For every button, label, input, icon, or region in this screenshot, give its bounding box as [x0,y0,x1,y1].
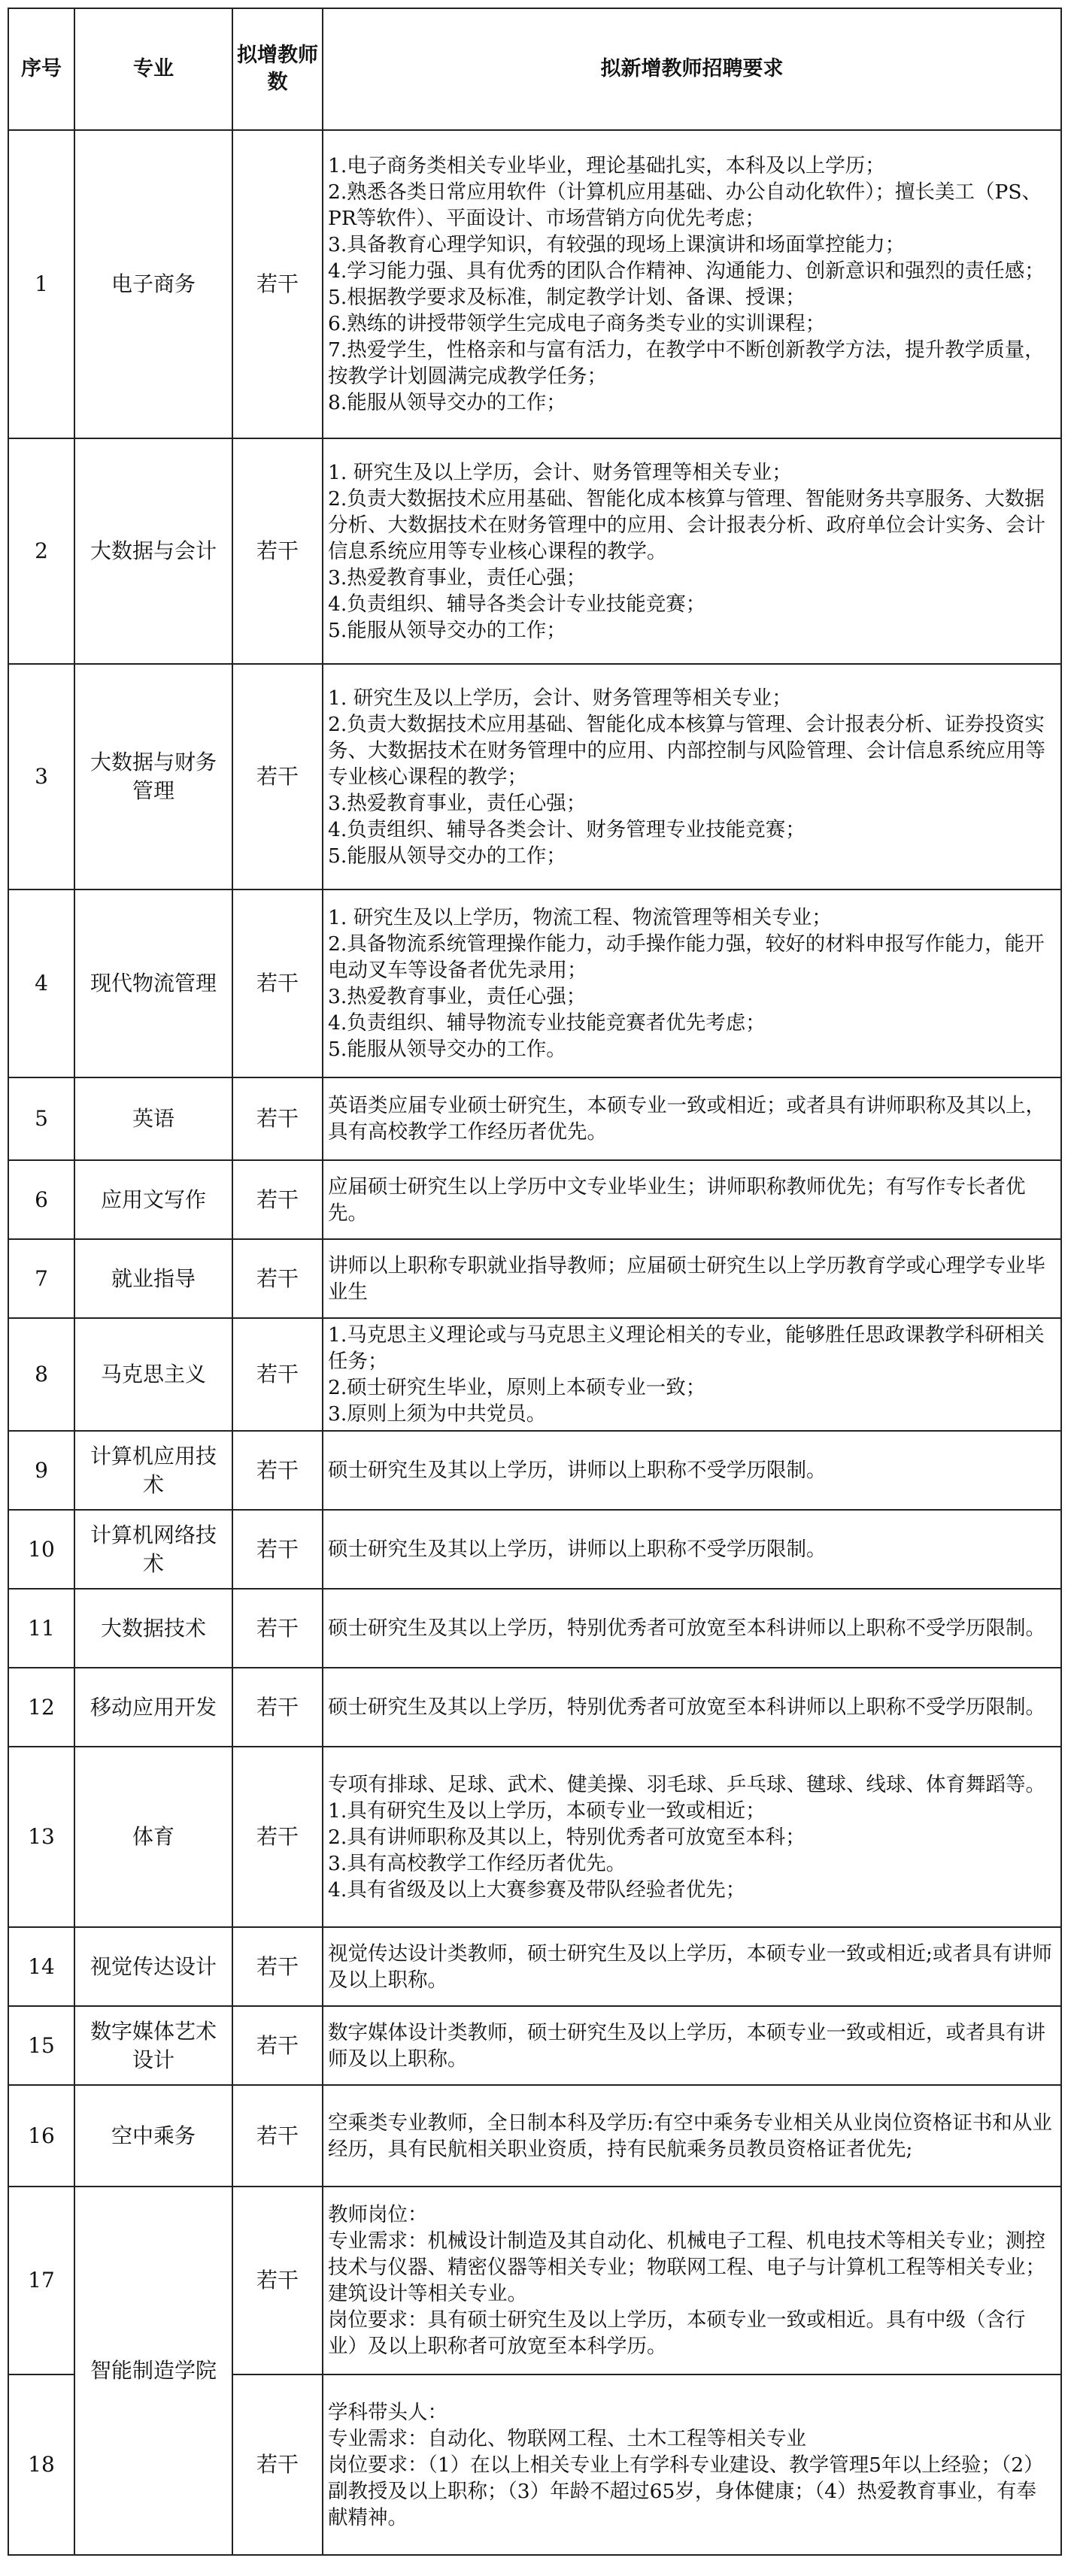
row-number: 3 [8,664,74,889]
requirement-line: 6.熟练的讲授带领学生完成电子商务类专业的实训课程； [328,312,826,335]
requirement-line: 学科带头人： [328,2400,448,2424]
requirement-line: 岗位要求：（1）在以上相关专业上有学科专业建设、教学管理5年以上经验；（2）副教授及以上职称；（3）年龄不超过65岁，身体健康；（4）热爱教育事业，有奉献精神。 [328,2453,1044,2529]
row-number: 1 [8,130,74,438]
row-count: 若干 [232,2006,323,2085]
row-requirements [323,664,1061,889]
row-major: 大数据技术 [74,1589,232,1668]
row-major: 智能制造学院 [74,2187,232,2555]
row-requirements [323,1927,1061,2006]
row-requirements [323,1589,1061,1668]
row-number: 10 [8,1510,74,1589]
row-count: 若干 [232,2187,323,2374]
requirement-line: 3.原则上须为中共党员。 [328,1402,547,1426]
row-number: 6 [8,1160,74,1239]
header-requirements: 拟新增教师招聘要求 [323,8,1061,130]
row-major: 体育 [74,1747,232,1927]
recruitment-table [8,8,1062,2556]
row-count: 若干 [232,1589,323,1668]
header-count: 拟增教师数 [232,8,323,130]
row-major: 视觉传达设计 [74,1927,232,2006]
table-row [8,889,1061,1077]
row-major: 就业指导 [74,1239,232,1318]
requirement-line: 讲师以上职称专职就业指导教师；应届硕士研究生以上学历教育学或心理学专业毕业生 [328,1253,1045,1304]
row-major: 应用文写作 [74,1160,232,1239]
table-row [8,438,1061,664]
requirement-line: 空乘类专业教师，全日制本科及学历:有空中乘务专业相关从业岗位资格证书和从业经历，具有民航相关职业资质，持有民航乘务员教员资格证者优先; [328,2111,1052,2161]
table-row [8,1589,1061,1668]
row-count: 若干 [232,2085,323,2187]
row-number: 4 [8,889,74,1077]
row-count: 若干 [232,1747,323,1927]
requirement-line: 3.热爱教育事业，责任心强； [328,565,587,589]
row-requirements [323,1510,1061,1589]
row-number: 17 [8,2187,74,2374]
requirement-line: 4.负责组织、辅导各类会计、财务管理专业技能竞赛； [328,817,806,841]
row-count: 若干 [232,1431,323,1510]
requirement-line: 专项有排球、足球、武术、健美操、羽毛球、乒乓球、毽球、线球、体育舞蹈等。 [328,1772,1045,1796]
requirement-line: 5.能服从领导交办的工作； [328,618,566,642]
requirement-line: 1. 研究生及以上学历，物流工程、物流管理等相关专业； [328,906,832,929]
row-requirements [323,1668,1061,1747]
row-major: 空中乘务 [74,2085,232,2187]
requirement-line: 1.具有研究生及以上学历，本硕专业一致或相近； [328,1799,766,1823]
table-row [8,2187,1061,2374]
requirement-line: 硕士研究生及其以上学历，特别优秀者可放宽至本科讲师以上职称不受学历限制。 [328,1696,1045,1719]
row-requirements [323,1431,1061,1510]
row-count: 若干 [232,130,323,438]
row-number: 8 [8,1318,74,1431]
table-row [8,1510,1061,1589]
requirement-line: 3.热爱教育事业，责任心强； [328,791,587,815]
row-requirements [323,438,1061,664]
row-count: 若干 [232,1318,323,1431]
row-requirements [323,1318,1061,1431]
requirement-line: 8.能服从领导交办的工作； [328,391,566,414]
requirement-line: 2.负责大数据技术应用基础、智能化成本核算与管理、智能财务共享服务、大数据分析、大数据技术在财务管理中的应用、会计报表分析、政府单位会计实务、会计信息系统应用等专业核心课程的教学。 [328,486,1045,563]
requirement-line: 1.马克思主义理论或与马克思主义理论相关的专业，能够胜任思政课教学科研相关任务； [328,1323,1045,1373]
row-major: 数字媒体艺术设计 [74,2006,232,2085]
table-row [8,2085,1061,2187]
row-major: 计算机应用技术 [74,1431,232,1510]
requirement-line: 2.负责大数据技术应用基础、智能化成本核算与管理、会计报表分析、证券投资实务、大数据技术在财务管理中的应用、内部控制与风险管理、会计信息系统应用等专业核心课程的教学； [328,712,1045,789]
row-requirements [323,2006,1061,2085]
row-count: 若干 [232,438,323,664]
row-major: 电子商务 [74,130,232,438]
row-requirements [323,1747,1061,1927]
row-count: 若干 [232,2374,323,2555]
requirement-line: 应届硕士研究生以上学历中文专业毕业生；讲师职称教师优先；有写作专长者优先。 [328,1174,1026,1225]
requirement-line: 3.具备教育心理学知识，有较强的现场上课演讲和场面掌控能力； [328,233,906,256]
row-major: 大数据与会计 [74,438,232,664]
table-row [8,1077,1061,1160]
requirement-line: 3.热爱教育事业，责任心强； [328,985,587,1008]
row-count: 若干 [232,1510,323,1589]
requirement-line: 2.熟悉各类日常应用软件（计算机应用基础、办公自动化软件）；擅长美工（PS、PR等软件）、平面设计、市场营销方向优先考虑； [328,180,1042,230]
table-row [8,2006,1061,2085]
table-row [8,1318,1061,1431]
requirement-line: 硕士研究生及其以上学历，讲师以上职称不受学历限制。 [328,1538,827,1561]
requirement-line: 1.电子商务类相关专业毕业，理论基础扎实，本科及以上学历； [328,154,885,177]
requirement-line: 4.负责组织、辅导物流专业技能竞赛者优先考虑； [328,1011,766,1035]
row-number: 11 [8,1589,74,1668]
table-body [8,130,1061,2555]
recruitment-table-container [8,8,1060,2556]
requirement-line: 2.硕士研究生毕业，原则上本硕专业一致； [328,1376,706,1399]
requirement-line: 数字媒体设计类教师，硕士研究生及以上学历，本硕专业一致或相近，或者具有讲师及以上职称。 [328,2020,1045,2071]
requirement-line: 7.热爱学生，性格亲和与富有活力，在教学中不断创新教学方法，提升教学质量，按教学计划圆满完成教学任务； [328,338,1045,388]
row-count: 若干 [232,889,323,1077]
row-count: 若干 [232,1927,323,2006]
table-row [8,130,1061,438]
requirement-line: 1. 研究生及以上学历，会计、财务管理等相关专业； [328,460,792,484]
row-number: 9 [8,1431,74,1510]
table-row [8,1239,1061,1318]
row-count: 若干 [232,1160,323,1239]
row-requirements [323,1239,1061,1318]
table-row [8,1431,1061,1510]
requirement-line: 5.能服从领导交办的工作。 [328,1038,566,1061]
requirement-line: 岗位要求：具有硕士研究生及以上学历，本硕专业一致或相近。具有中级（含行业）及以上职称者可放宽至本科学历。 [328,2308,1026,2358]
row-major: 现代物流管理 [74,889,232,1077]
row-requirements [323,130,1061,438]
requirement-line: 4.具有省级及以上大赛参赛及带队经验者优先； [328,1877,746,1902]
requirement-line: 5.能服从领导交办的工作； [328,844,566,868]
row-requirements [323,2085,1061,2187]
row-number: 18 [8,2374,74,2555]
row-number: 7 [8,1239,74,1318]
row-count: 若干 [232,664,323,889]
table-row [8,1747,1061,1927]
row-number: 12 [8,1668,74,1747]
requirement-line: 4.学习能力强、具有优秀的团队合作精神、沟通能力、创新意识和强烈的责任感； [328,259,1045,283]
requirement-line: 3.具有高校教学工作经历者优先。 [328,1851,626,1875]
requirement-line: 硕士研究生及其以上学历，讲师以上职称不受学历限制。 [328,1459,827,1482]
row-number: 16 [8,2085,74,2187]
requirement-line: 硕士研究生及其以上学历，特别优秀者可放宽至本科讲师以上职称不受学历限制。 [328,1617,1045,1640]
row-requirements [323,2187,1061,2374]
table-row [8,1927,1061,2006]
requirement-line: 专业需求：自动化、物联网工程、土木工程等相关专业 [328,2426,806,2450]
requirement-line: 2.具备物流系统管理操作能力，动手操作能力强，较好的材料申报写作能力，能开电动叉车等设备者优先录用； [328,932,1045,982]
requirement-line: 英语类应届专业硕士研究生，本硕专业一致或相近；或者具有讲师职称及其以上，具有高校教学工作经历者优先。 [328,1094,1045,1144]
header-no: 序号 [8,8,74,130]
requirement-line: 教师岗位： [328,2203,428,2226]
requirement-line: 2.具有讲师职称及其以上，特别优秀者可放宽至本科； [328,1825,806,1849]
row-requirements [323,1160,1061,1239]
table-row [8,664,1061,889]
row-count: 若干 [232,1077,323,1160]
requirement-line: 5.根据教学要求及标准，制定教学计划、备课、授课； [328,286,806,309]
row-number: 14 [8,1927,74,2006]
row-requirements [323,1077,1061,1160]
row-number: 15 [8,2006,74,2085]
row-requirements [323,889,1061,1077]
row-major: 英语 [74,1077,232,1160]
row-count: 若干 [232,1239,323,1318]
table-row [8,1668,1061,1747]
row-number: 5 [8,1077,74,1160]
table-header-row [8,8,1061,130]
row-major: 马克思主义 [74,1318,232,1431]
row-count: 若干 [232,1668,323,1747]
row-requirements [323,2374,1061,2555]
requirement-line: 专业需求：机械设计制造及其自动化、机械电子工程、机电技术等相关专业；测控技术与仪器、精密仪器等相关专业；物联网工程、电子与计算机工程等相关专业；建筑设计等相关专业。 [328,2229,1045,2305]
table-row [8,1160,1061,1239]
requirement-line: 4.负责组织、辅导各类会计专业技能竞赛； [328,592,706,616]
row-major: 计算机网络技术 [74,1510,232,1589]
row-major: 移动应用开发 [74,1668,232,1747]
requirement-line: 1. 研究生及以上学历，会计、财务管理等相关专业； [328,686,792,710]
header-major: 专业 [74,8,232,130]
requirement-line: 视觉传达设计类教师，硕士研究生及以上学历，本硕专业一致或相近;或者具有讲师及以上职称。 [328,1941,1052,1992]
row-number: 2 [8,438,74,664]
row-major: 大数据与财务管理 [74,664,232,889]
row-number: 13 [8,1747,74,1927]
